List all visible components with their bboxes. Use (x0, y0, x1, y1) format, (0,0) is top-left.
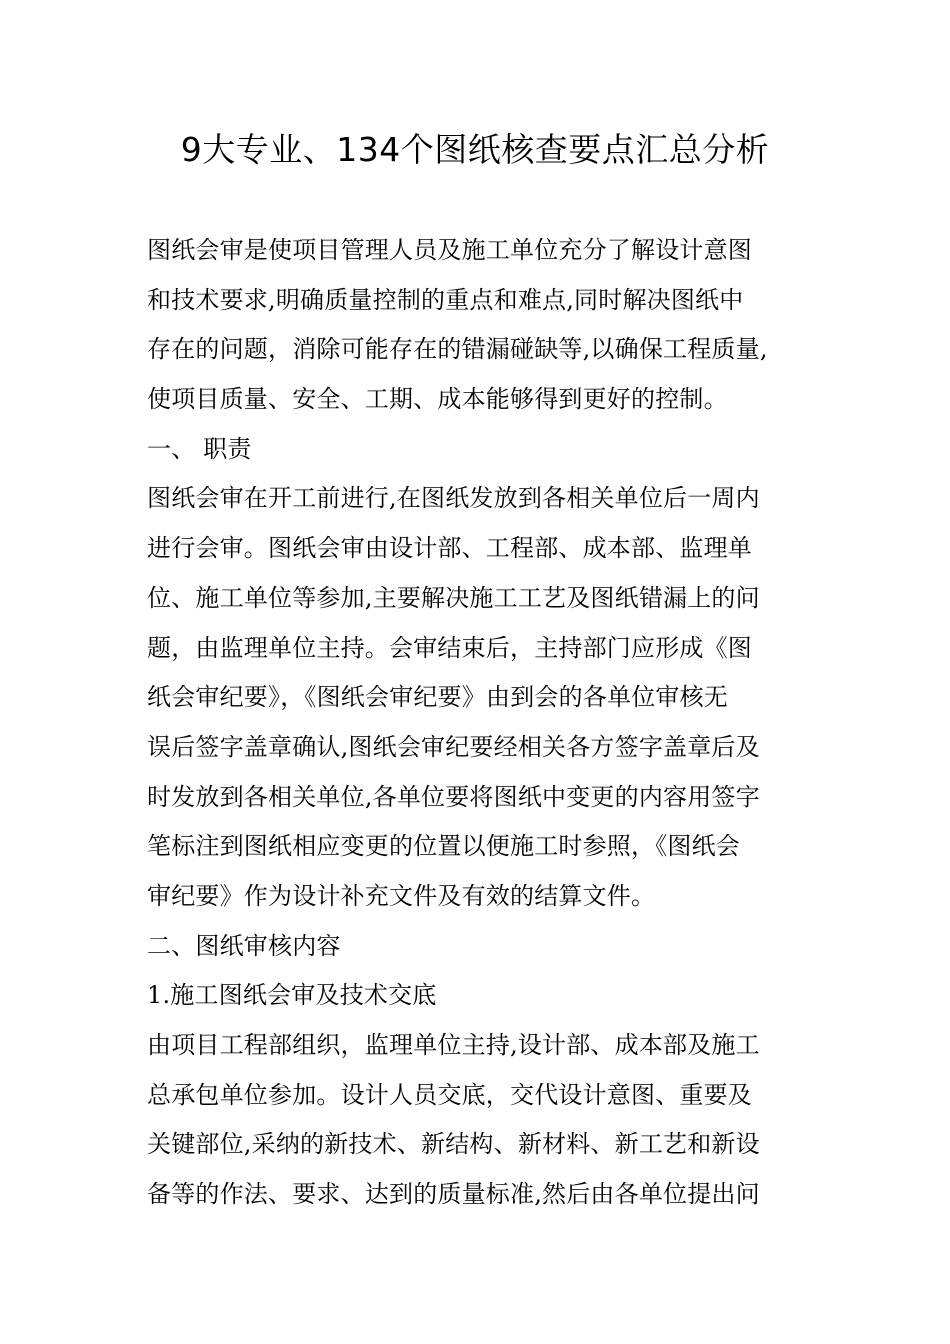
paragraph-line: 图纸会审是使项目管理人员及施工单位充分了解设计意图 (147, 236, 752, 264)
paragraph-line: 总承包单位参加。设计人员交底，交代设计意图、重要及 (147, 1080, 752, 1109)
section-heading: 二、图纸审核内容 (147, 931, 341, 960)
document-body (147, 226, 822, 1220)
paragraph-line: 误后签字盖章确认,图纸会审纪要经相关各方签字盖章后及 (147, 732, 760, 761)
paragraph-line: 和技术要求,明确质量控制的重点和难点,同时解决图纸中 (147, 285, 744, 314)
paragraph-line: 使项目质量、安全、工期、成本能够得到更好的控制。 (147, 385, 728, 414)
paragraph-line: 存在的问题，消除可能存在的错漏碰缺等,以确保工程质量, (147, 335, 768, 364)
paragraph-line: 图纸会审在开工前进行,在图纸发放到各相关单位后一周内 (147, 484, 760, 513)
paragraph-line: 题，由监理单位主持。会审结束后，主持部门应形成《图 (147, 633, 752, 662)
paragraph-line: 进行会审。图纸会审由设计部、工程部、成本部、监理单 (147, 534, 752, 563)
paragraph-line: 由项目工程部组织，监理单位主持,设计部、成本部及施工 (147, 1031, 760, 1059)
paragraph-line: 笔标注到图纸相应变更的位置以便施工时参照，《图纸会 (147, 832, 740, 861)
paragraph-line: 备等的作法、要求、达到的质量标准,然后由各单位提出问 (147, 1180, 760, 1209)
paragraph-line: 审纪要》作为设计补充文件及有效的结算文件。 (147, 881, 656, 910)
section-heading: 一、 职责 (147, 434, 252, 463)
paragraph-line: 关键部位,采纳的新技术、新结构、新材料、新工艺和新设 (147, 1130, 760, 1159)
document-title: 9大专业、134个图纸核查要点汇总分析 (180, 130, 770, 169)
paragraph-line: 纸会审纪要》，《图纸会审纪要》由到会的各单位审核无 (147, 683, 728, 712)
subsection-heading: 1.施工图纸会审及技术交底 (147, 981, 437, 1010)
paragraph-line: 位、施工单位等参加,主要解决施工工艺及图纸错漏上的问 (147, 583, 760, 612)
paragraph-line: 时发放到各相关单位,各单位要将图纸中变更的内容用签字 (147, 782, 760, 811)
